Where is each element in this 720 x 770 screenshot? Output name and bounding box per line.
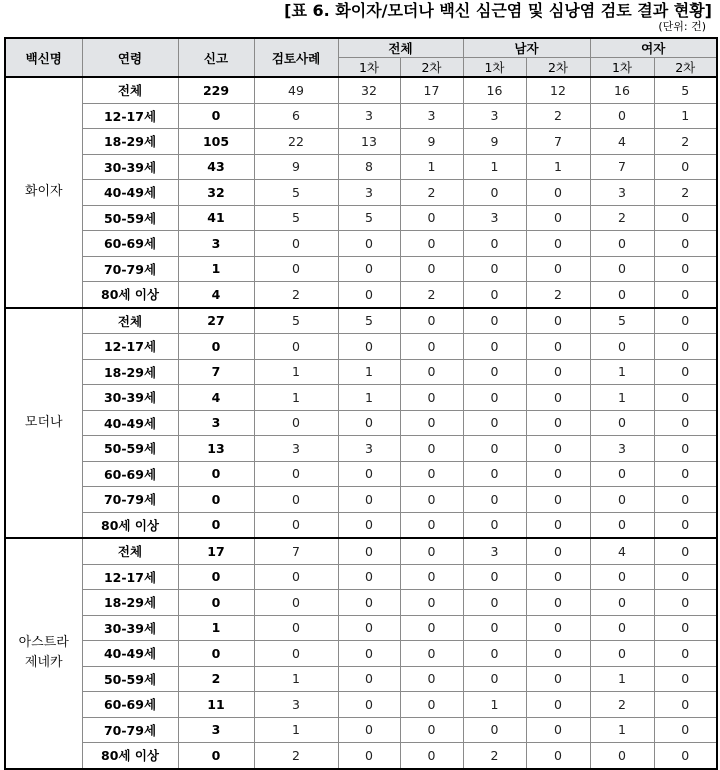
age-cell: 40-49세 <box>82 641 178 667</box>
reports-cell: 27 <box>178 308 254 334</box>
count-cell: 0 <box>526 590 590 616</box>
count-cell: 0 <box>400 717 463 743</box>
count-cell: 0 <box>526 205 590 231</box>
count-cell: 0 <box>254 461 338 487</box>
count-cell: 0 <box>654 385 717 411</box>
reports-cell: 41 <box>178 205 254 231</box>
count-cell: 0 <box>463 461 526 487</box>
count-cell: 0 <box>338 334 400 360</box>
count-cell: 1 <box>338 359 400 385</box>
count-cell: 3 <box>590 180 654 206</box>
vaccine-name-line: 모더나 <box>24 414 63 430</box>
table-row <box>5 359 717 385</box>
count-cell: 0 <box>526 692 590 718</box>
count-cell: 2 <box>654 180 717 206</box>
count-cell: 0 <box>463 410 526 436</box>
count-cell: 0 <box>463 334 526 360</box>
count-cell: 0 <box>338 641 400 667</box>
count-cell: 5 <box>338 308 400 334</box>
count-cell: 0 <box>254 334 338 360</box>
count-cell: 0 <box>526 410 590 436</box>
count-cell: 0 <box>590 256 654 282</box>
count-cell: 0 <box>654 615 717 641</box>
header-female: 여자 <box>590 38 717 58</box>
count-cell: 0 <box>463 590 526 616</box>
reports-cell: 3 <box>178 410 254 436</box>
count-cell: 0 <box>526 359 590 385</box>
count-cell: 0 <box>526 615 590 641</box>
count-cell: 0 <box>463 564 526 590</box>
count-cell: 1 <box>590 359 654 385</box>
age-cell: 30-39세 <box>82 615 178 641</box>
table-row <box>5 282 717 308</box>
count-cell: 0 <box>338 564 400 590</box>
reports-cell: 229 <box>178 77 254 103</box>
table-row <box>5 538 717 564</box>
age-cell: 80세 이상 <box>82 512 178 538</box>
count-cell: 0 <box>400 461 463 487</box>
group-moderna <box>5 308 717 539</box>
count-cell: 0 <box>654 717 717 743</box>
count-cell: 9 <box>254 154 338 180</box>
vaccine-name-line: 아스트라 <box>18 635 69 651</box>
age-cell: 80세 이상 <box>82 282 178 308</box>
header-male-dose1: 1차 <box>463 58 526 78</box>
age-cell: 60-69세 <box>82 231 178 257</box>
count-cell: 0 <box>590 564 654 590</box>
count-cell: 0 <box>338 666 400 692</box>
count-cell: 0 <box>590 615 654 641</box>
count-cell: 0 <box>526 564 590 590</box>
vaccine-name-cell <box>5 77 82 308</box>
age-cell: 70-79세 <box>82 487 178 513</box>
count-cell: 2 <box>654 129 717 155</box>
vaccine-name-line: 화이자 <box>24 184 63 200</box>
age-cell: 18-29세 <box>82 129 178 155</box>
count-cell: 0 <box>654 692 717 718</box>
table-row <box>5 231 717 257</box>
count-cell: 0 <box>463 615 526 641</box>
count-cell: 17 <box>400 77 463 103</box>
count-cell: 0 <box>254 410 338 436</box>
count-cell: 0 <box>526 666 590 692</box>
count-cell: 1 <box>590 666 654 692</box>
age-cell: 전체 <box>82 538 178 564</box>
count-cell: 16 <box>590 77 654 103</box>
reports-cell: 1 <box>178 615 254 641</box>
count-cell: 0 <box>400 692 463 718</box>
age-cell: 40-49세 <box>82 180 178 206</box>
count-cell: 0 <box>526 461 590 487</box>
count-cell: 0 <box>526 538 590 564</box>
count-cell: 0 <box>526 717 590 743</box>
count-cell: 0 <box>526 180 590 206</box>
reports-cell: 13 <box>178 436 254 462</box>
reports-cell: 0 <box>178 743 254 769</box>
table-row <box>5 564 717 590</box>
count-cell: 12 <box>526 77 590 103</box>
count-cell: 3 <box>338 180 400 206</box>
count-cell: 0 <box>590 103 654 129</box>
count-cell: 0 <box>526 743 590 769</box>
count-cell: 0 <box>590 282 654 308</box>
reports-cell: 0 <box>178 103 254 129</box>
age-cell: 70-79세 <box>82 256 178 282</box>
table-row <box>5 512 717 538</box>
count-cell: 1 <box>463 692 526 718</box>
count-cell: 1 <box>400 154 463 180</box>
count-cell: 0 <box>654 334 717 360</box>
count-cell: 0 <box>654 154 717 180</box>
age-cell: 50-59세 <box>82 436 178 462</box>
reports-cell: 43 <box>178 154 254 180</box>
age-cell: 60-69세 <box>82 692 178 718</box>
reports-cell: 1 <box>178 256 254 282</box>
table-row <box>5 103 717 129</box>
count-cell: 2 <box>526 103 590 129</box>
count-cell: 0 <box>254 231 338 257</box>
count-cell: 0 <box>338 615 400 641</box>
table-row <box>5 308 717 334</box>
count-cell: 0 <box>654 666 717 692</box>
count-cell: 3 <box>254 692 338 718</box>
count-cell: 0 <box>400 410 463 436</box>
reports-cell: 0 <box>178 564 254 590</box>
header-male: 남자 <box>463 38 590 58</box>
reports-cell: 0 <box>178 487 254 513</box>
count-cell: 0 <box>463 512 526 538</box>
count-cell: 0 <box>463 436 526 462</box>
count-cell: 0 <box>338 692 400 718</box>
count-cell: 1 <box>254 666 338 692</box>
count-cell: 0 <box>654 205 717 231</box>
age-cell: 12-17세 <box>82 334 178 360</box>
count-cell: 0 <box>526 334 590 360</box>
count-cell: 0 <box>654 410 717 436</box>
reports-cell: 4 <box>178 282 254 308</box>
header-male-dose2: 2차 <box>526 58 590 78</box>
count-cell: 0 <box>338 256 400 282</box>
reports-cell: 11 <box>178 692 254 718</box>
age-cell: 50-59세 <box>82 666 178 692</box>
reports-cell: 2 <box>178 666 254 692</box>
age-cell: 40-49세 <box>82 410 178 436</box>
table-row <box>5 666 717 692</box>
count-cell: 0 <box>590 590 654 616</box>
count-cell: 0 <box>654 282 717 308</box>
count-cell: 0 <box>654 308 717 334</box>
table-row <box>5 334 717 360</box>
count-cell: 1 <box>463 154 526 180</box>
count-cell: 2 <box>400 282 463 308</box>
age-cell: 18-29세 <box>82 590 178 616</box>
count-cell: 3 <box>338 436 400 462</box>
count-cell: 0 <box>400 538 463 564</box>
age-cell: 전체 <box>82 308 178 334</box>
count-cell: 1 <box>254 717 338 743</box>
count-cell: 0 <box>400 641 463 667</box>
count-cell: 0 <box>590 231 654 257</box>
count-cell: 0 <box>526 256 590 282</box>
table-title: [표 6. 화이자/모더나 백신 심근염 및 심낭염 검토 결과 현황] <box>284 1 712 20</box>
count-cell: 0 <box>526 231 590 257</box>
count-cell: 0 <box>463 359 526 385</box>
count-cell: 2 <box>254 743 338 769</box>
reports-cell: 3 <box>178 231 254 257</box>
count-cell: 0 <box>463 180 526 206</box>
count-cell: 49 <box>254 77 338 103</box>
count-cell: 0 <box>400 590 463 616</box>
count-cell: 0 <box>654 538 717 564</box>
count-cell: 0 <box>463 308 526 334</box>
count-cell: 5 <box>338 205 400 231</box>
table-row <box>5 641 717 667</box>
vaccine-name-line: 제네카 <box>24 655 63 671</box>
count-cell: 0 <box>463 487 526 513</box>
count-cell: 0 <box>526 385 590 411</box>
count-cell: 0 <box>338 487 400 513</box>
count-cell: 0 <box>400 512 463 538</box>
table-row <box>5 487 717 513</box>
count-cell: 13 <box>338 129 400 155</box>
table-row <box>5 461 717 487</box>
reports-cell: 7 <box>178 359 254 385</box>
count-cell: 1 <box>526 154 590 180</box>
count-cell: 0 <box>254 590 338 616</box>
count-cell: 0 <box>338 590 400 616</box>
count-cell: 0 <box>463 282 526 308</box>
count-cell: 6 <box>254 103 338 129</box>
table-row <box>5 77 717 103</box>
review-results-table <box>4 37 718 770</box>
count-cell: 0 <box>463 231 526 257</box>
count-cell: 7 <box>590 154 654 180</box>
count-cell: 1 <box>590 717 654 743</box>
header-age: 연령 <box>82 38 178 77</box>
reports-cell: 105 <box>178 129 254 155</box>
count-cell: 0 <box>526 436 590 462</box>
count-cell: 0 <box>338 512 400 538</box>
reports-cell: 0 <box>178 461 254 487</box>
count-cell: 5 <box>654 77 717 103</box>
count-cell: 2 <box>590 692 654 718</box>
count-cell: 0 <box>400 564 463 590</box>
vaccine-name-cell <box>5 308 82 539</box>
count-cell: 2 <box>590 205 654 231</box>
count-cell: 0 <box>400 666 463 692</box>
count-cell: 0 <box>400 334 463 360</box>
count-cell: 0 <box>463 641 526 667</box>
count-cell: 4 <box>590 129 654 155</box>
header-female-dose2: 2차 <box>654 58 717 78</box>
table-header <box>5 38 717 77</box>
count-cell: 0 <box>254 615 338 641</box>
count-cell: 0 <box>654 564 717 590</box>
count-cell: 0 <box>400 743 463 769</box>
count-cell: 0 <box>526 487 590 513</box>
count-cell: 0 <box>590 487 654 513</box>
count-cell: 0 <box>338 743 400 769</box>
count-cell: 32 <box>338 77 400 103</box>
count-cell: 1 <box>254 385 338 411</box>
reports-cell: 32 <box>178 180 254 206</box>
count-cell: 3 <box>400 103 463 129</box>
table-row <box>5 615 717 641</box>
table-row <box>5 154 717 180</box>
age-cell: 50-59세 <box>82 205 178 231</box>
table-row <box>5 743 717 769</box>
count-cell: 3 <box>463 538 526 564</box>
count-cell: 0 <box>400 487 463 513</box>
count-cell: 1 <box>590 385 654 411</box>
count-cell: 0 <box>400 385 463 411</box>
table-row <box>5 129 717 155</box>
age-cell: 30-39세 <box>82 385 178 411</box>
count-cell: 0 <box>526 308 590 334</box>
count-cell: 0 <box>400 359 463 385</box>
count-cell: 3 <box>254 436 338 462</box>
count-cell: 0 <box>654 590 717 616</box>
count-cell: 0 <box>463 256 526 282</box>
group-pfizer <box>5 77 717 308</box>
count-cell: 3 <box>338 103 400 129</box>
count-cell: 0 <box>526 512 590 538</box>
table-row <box>5 717 717 743</box>
count-cell: 7 <box>254 538 338 564</box>
count-cell: 0 <box>338 410 400 436</box>
table-row <box>5 385 717 411</box>
count-cell: 0 <box>254 256 338 282</box>
count-cell: 0 <box>590 641 654 667</box>
age-cell: 12-17세 <box>82 564 178 590</box>
table-row <box>5 256 717 282</box>
count-cell: 4 <box>590 538 654 564</box>
header-female-dose1: 1차 <box>590 58 654 78</box>
count-cell: 0 <box>654 256 717 282</box>
table-row <box>5 205 717 231</box>
count-cell: 0 <box>400 436 463 462</box>
count-cell: 2 <box>400 180 463 206</box>
count-cell: 0 <box>654 231 717 257</box>
header-total-dose1: 1차 <box>338 58 400 78</box>
count-cell: 0 <box>654 743 717 769</box>
count-cell: 9 <box>400 129 463 155</box>
reports-cell: 17 <box>178 538 254 564</box>
age-cell: 70-79세 <box>82 717 178 743</box>
header-reports: 신고 <box>178 38 254 77</box>
age-cell: 30-39세 <box>82 154 178 180</box>
count-cell: 8 <box>338 154 400 180</box>
count-cell: 0 <box>338 717 400 743</box>
count-cell: 0 <box>590 410 654 436</box>
count-cell: 2 <box>526 282 590 308</box>
count-cell: 0 <box>590 334 654 360</box>
count-cell: 3 <box>463 103 526 129</box>
age-cell: 18-29세 <box>82 359 178 385</box>
count-cell: 0 <box>590 512 654 538</box>
count-cell: 1 <box>254 359 338 385</box>
count-cell: 16 <box>463 77 526 103</box>
count-cell: 0 <box>338 231 400 257</box>
count-cell: 0 <box>463 666 526 692</box>
count-cell: 5 <box>590 308 654 334</box>
age-cell: 60-69세 <box>82 461 178 487</box>
header-reviewed: 검토사례 <box>254 38 338 77</box>
count-cell: 0 <box>338 461 400 487</box>
age-cell: 80세 이상 <box>82 743 178 769</box>
reports-cell: 0 <box>178 641 254 667</box>
reports-cell: 0 <box>178 590 254 616</box>
group-astrazeneca <box>5 538 717 769</box>
count-cell: 0 <box>254 487 338 513</box>
table-row <box>5 590 717 616</box>
table-row <box>5 692 717 718</box>
count-cell: 1 <box>654 103 717 129</box>
count-cell: 0 <box>338 282 400 308</box>
age-cell: 12-17세 <box>82 103 178 129</box>
count-cell: 0 <box>654 359 717 385</box>
count-cell: 0 <box>654 487 717 513</box>
count-cell: 7 <box>526 129 590 155</box>
count-cell: 0 <box>400 205 463 231</box>
count-cell: 3 <box>463 205 526 231</box>
count-cell: 0 <box>463 717 526 743</box>
count-cell: 1 <box>338 385 400 411</box>
table-row <box>5 180 717 206</box>
count-cell: 0 <box>526 641 590 667</box>
count-cell: 0 <box>254 512 338 538</box>
count-cell: 0 <box>590 743 654 769</box>
count-cell: 2 <box>463 743 526 769</box>
header-vaccine: 백신명 <box>5 38 82 77</box>
count-cell: 0 <box>590 461 654 487</box>
count-cell: 0 <box>254 564 338 590</box>
count-cell: 22 <box>254 129 338 155</box>
count-cell: 2 <box>254 282 338 308</box>
count-cell: 0 <box>400 231 463 257</box>
count-cell: 0 <box>654 641 717 667</box>
age-cell: 전체 <box>82 77 178 103</box>
count-cell: 9 <box>463 129 526 155</box>
reports-cell: 0 <box>178 334 254 360</box>
count-cell: 5 <box>254 180 338 206</box>
reports-cell: 3 <box>178 717 254 743</box>
count-cell: 3 <box>590 436 654 462</box>
count-cell: 0 <box>400 256 463 282</box>
count-cell: 0 <box>463 385 526 411</box>
count-cell: 0 <box>338 538 400 564</box>
count-cell: 0 <box>400 308 463 334</box>
count-cell: 0 <box>400 615 463 641</box>
header-total: 전체 <box>338 38 463 58</box>
count-cell: 5 <box>254 205 338 231</box>
vaccine-name-cell <box>5 538 82 769</box>
count-cell: 0 <box>254 641 338 667</box>
count-cell: 0 <box>654 436 717 462</box>
count-cell: 0 <box>654 461 717 487</box>
reports-cell: 4 <box>178 385 254 411</box>
table-row <box>5 436 717 462</box>
table-row <box>5 410 717 436</box>
unit-note: (단위: 건) <box>658 20 706 33</box>
reports-cell: 0 <box>178 512 254 538</box>
count-cell: 5 <box>254 308 338 334</box>
header-total-dose2: 2차 <box>400 58 463 78</box>
count-cell: 0 <box>654 512 717 538</box>
